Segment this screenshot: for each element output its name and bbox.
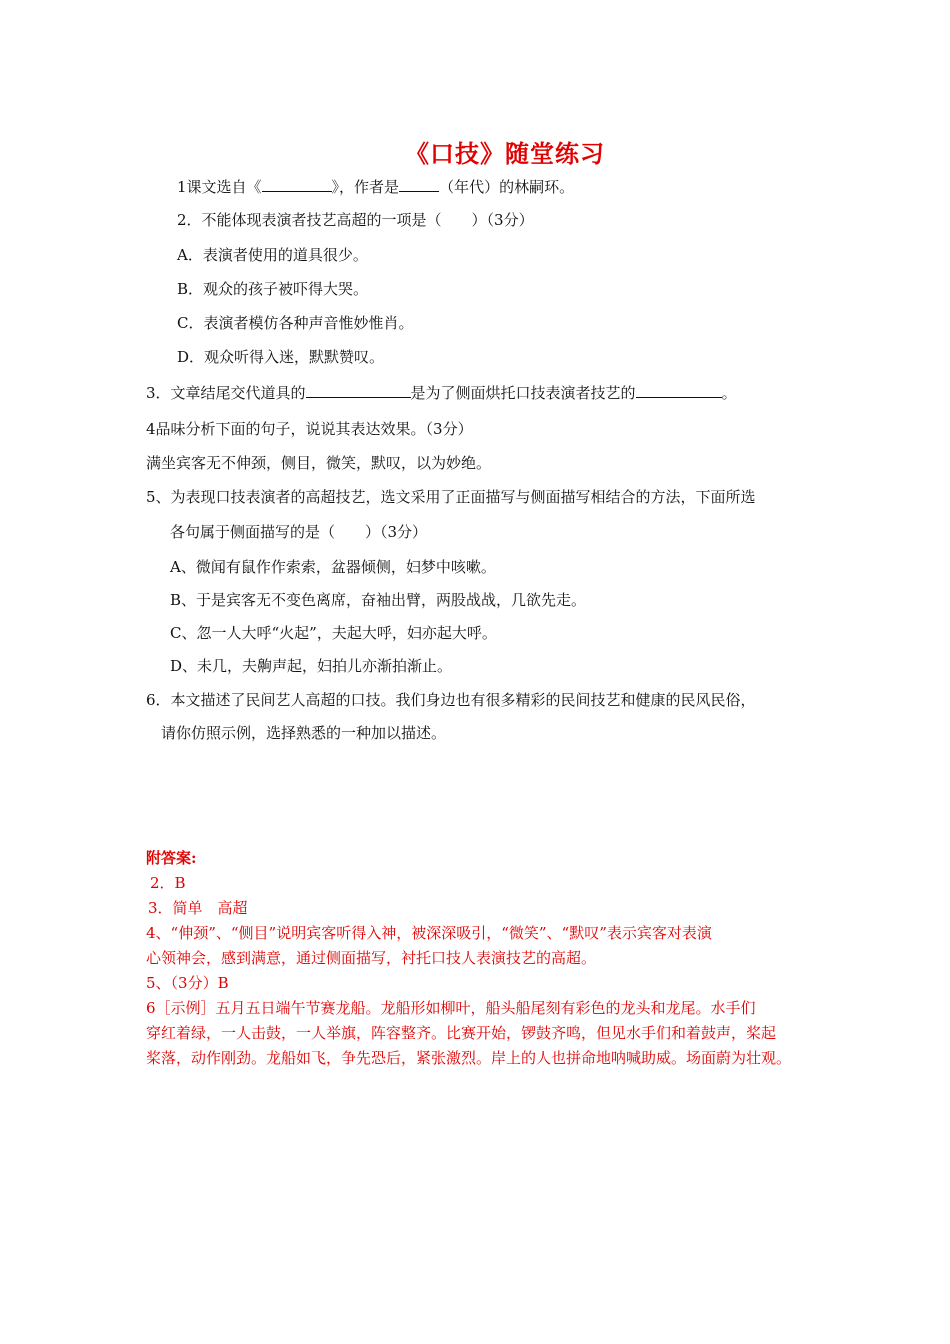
- answer-3: 3．简单 高超: [148, 899, 248, 917]
- answer-4-line2: 心领神会，感到满意，通过侧面描写，衬托口技人表演技艺的高超。: [146, 949, 597, 967]
- q5-option-c: C、忽一人大呼“火起”，夫起大呼，妇亦起大呼。: [170, 624, 497, 642]
- q3-text-a: 3．文章结尾交代道具的: [146, 384, 306, 402]
- q5-option-a: A、微闻有鼠作作索索，盆器倾侧，妇梦中咳嗽。: [170, 558, 496, 576]
- question-6-line1: 6．本文描述了民间艺人高超的口技。我们身边也有很多精彩的民间技艺和健康的民风民俗，: [146, 691, 756, 709]
- answer-6-line2: 穿红着绿，一人击鼓，一人举旗，阵容整齐。比赛开始，锣鼓齐鸣，但见水手们和着鼓声，桨起: [146, 1024, 777, 1042]
- q1-blank-book: [262, 176, 332, 192]
- q3-text-c: 。: [721, 384, 737, 402]
- q1-text-a: 1课文选自《: [177, 178, 262, 196]
- q2-option-d: D．观众听得入迷，默默赞叹。: [177, 348, 385, 366]
- question-4-sentence: 满坐宾客无不伸颈，侧目，微笑，默叹，以为妙绝。: [146, 454, 492, 472]
- question-6-line2: 请你仿照示例，选择熟悉的一种加以描述。: [161, 724, 447, 742]
- q1-text-c: （年代）的林嗣环。: [439, 178, 575, 196]
- answer-6-line3: 桨落，动作刚劲。龙船如飞，争先恐后，紧张激烈。岸上的人也拼命地呐喊助威。场面蔚为壮观。: [146, 1049, 792, 1067]
- q1-text-b: 》，作者是: [331, 178, 400, 196]
- question-5-stem-line1: 5、为表现口技表演者的高超技艺，选文采用了正面描写与侧面描写相结合的方法，下面所选: [146, 488, 756, 506]
- q3-blank-1: [306, 382, 411, 398]
- question-4-stem: 4品味分析下面的句子，说说其表达效果。（3分）: [146, 420, 473, 438]
- answer-2: 2．B: [150, 874, 186, 892]
- question-3: [146, 382, 737, 403]
- question-2-stem: 2．不能体现表演者技艺高超的一项是（ ）（3分）: [177, 211, 534, 229]
- answer-6-line1: 6［示例］五月五日端午节赛龙船。龙船形如柳叶，船头船尾刻有彩色的龙头和龙尾。水手们: [146, 999, 756, 1017]
- answers-heading: 附答案:: [146, 849, 197, 867]
- q3-blank-2: [636, 382, 722, 398]
- q2-option-c: C．表演者模仿各种声音惟妙惟肖。: [177, 314, 414, 332]
- q1-blank-era: [399, 176, 439, 192]
- answer-5: 5、（3分）B: [146, 974, 229, 992]
- answer-4-line1: 4、“伸颈”、“侧目”说明宾客听得入神，被深深吸引，“微笑”、“默叹”表示宾客对表演: [146, 924, 712, 942]
- q5-option-b: B、于是宾客无不变色离席，奋袖出臂，两股战战，几欲先走。: [170, 591, 587, 609]
- q5-option-d: D、未几，夫齁声起，妇拍儿亦渐拍渐止。: [170, 657, 453, 675]
- page-title: 《口技》随堂练习: [405, 139, 605, 168]
- q2-option-a: A．表演者使用的道具很少。: [177, 246, 368, 264]
- q3-text-b: 是为了侧面烘托口技表演者技艺的: [410, 384, 636, 402]
- question-1: [177, 176, 574, 197]
- q2-option-b: B．观众的孩子被吓得大哭。: [177, 280, 369, 298]
- question-5-stem-line2: 各句属于侧面描写的是（ ）（3分）: [170, 523, 428, 541]
